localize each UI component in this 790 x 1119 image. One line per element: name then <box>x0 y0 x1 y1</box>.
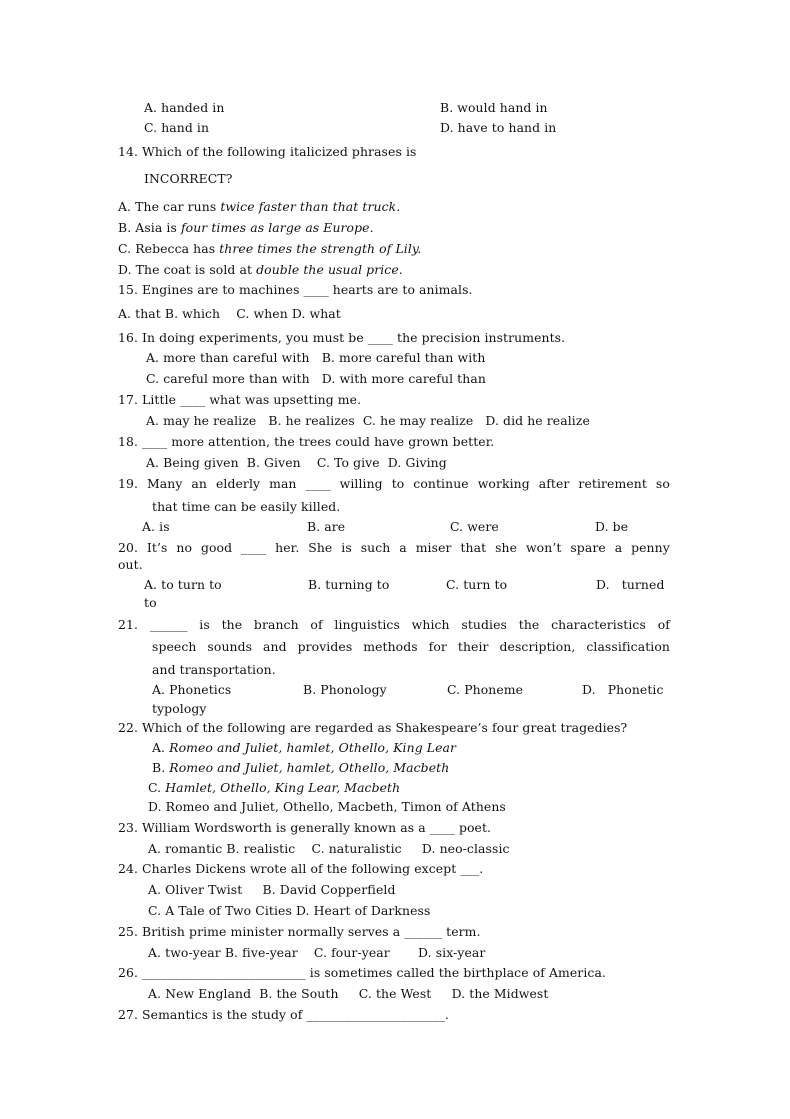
q20-option-b: B. turning to <box>308 577 390 592</box>
q21-option-c: C. Phoneme <box>447 682 524 697</box>
q20-stem <box>118 540 670 555</box>
q13-option-a: A. handed in <box>144 100 225 115</box>
q19-option-a: A. is <box>142 519 170 534</box>
word: the <box>221 617 243 632</box>
q14-option-b-phrase: four times as large as Europe. <box>180 220 374 235</box>
q17-options: A. may he realize B. he realizes C. he may realize D. did he realize <box>146 413 590 428</box>
q14-option-a-phrase: twice faster than that truck. <box>220 199 401 214</box>
word: is <box>199 617 210 632</box>
q22-option-a-letter: A. <box>152 740 170 755</box>
word: working <box>477 476 530 491</box>
word: 20. <box>118 540 139 555</box>
q21-stem-end: and transportation. <box>152 662 276 677</box>
word: classification <box>586 639 670 654</box>
q21-option-d-cont: typology <box>152 701 207 716</box>
word: linguistics <box>334 617 400 632</box>
word: is <box>341 540 352 555</box>
q16-options-ab: A. more than careful with B. more careful than with <box>146 350 486 365</box>
word: won’t <box>525 540 562 555</box>
word: description, <box>499 639 576 654</box>
word: the <box>518 617 540 632</box>
word: penny <box>631 540 670 555</box>
q13-option-d: D. have to hand in <box>440 120 557 135</box>
q14-option-c <box>118 241 421 256</box>
word: no <box>176 540 193 555</box>
q21-option-b: B. Phonology <box>303 682 387 697</box>
word: ______ <box>149 617 188 632</box>
word: Many <box>146 476 183 491</box>
q18-stem: 18. ____ more attention, the trees could have grown better. <box>118 434 495 449</box>
q23-options: A. romantic B. realistic C. naturalistic D. neo-classic <box>148 841 510 856</box>
q14-option-c-text: C. Rebecca has <box>118 241 220 256</box>
q15-options: A. that B. which C. when D. what <box>118 306 341 321</box>
word: she <box>495 540 518 555</box>
q13-option-b: B. would hand in <box>440 100 548 115</box>
q22-option-b-letter: B. <box>152 760 170 775</box>
q20-option-a: A. to turn to <box>144 577 222 592</box>
word: willing <box>339 476 383 491</box>
word: for <box>428 639 447 654</box>
q22-option-b <box>152 760 449 775</box>
word: 21. <box>118 617 139 632</box>
q24-options-ab: A. Oliver Twist B. David Copperfield <box>148 882 396 897</box>
q22-option-b-text: Romeo and Juliet, hamlet, Othello, Macbeth <box>169 760 450 775</box>
q22-option-a <box>152 740 456 755</box>
word: good <box>200 540 233 555</box>
word: of <box>657 617 670 632</box>
q22-option-c-letter: C. <box>148 780 166 795</box>
q13-option-c: C. hand in <box>144 120 210 135</box>
q19-stem <box>118 476 670 491</box>
q22-option-a-text: Romeo and Juliet, hamlet, Othello, King Lear <box>169 740 457 755</box>
q19-option-d: D. be <box>595 519 629 534</box>
q14-option-a <box>118 199 400 214</box>
word: ____ <box>305 476 331 491</box>
word: branch <box>253 617 299 632</box>
q14-option-b <box>118 220 374 235</box>
q27-stem: 27. Semantics is the study of ______________________. <box>118 1007 449 1022</box>
word: after <box>538 476 570 491</box>
q17-stem: 17. Little ____ what was upsetting me. <box>118 392 362 407</box>
word: to <box>391 476 405 491</box>
q14-stem-cont: INCORRECT? <box>144 171 233 186</box>
q15-stem: 15. Engines are to machines ____ hearts are to animals. <box>118 282 473 297</box>
word: such <box>360 540 391 555</box>
word: ____ <box>241 540 267 555</box>
q24-options-cd: C. A Tale of Two Cities D. Heart of Darkness <box>148 903 431 918</box>
q19-option-c: C. were <box>450 519 499 534</box>
q21-stem <box>118 617 670 632</box>
word: retirement <box>578 476 647 491</box>
word: that <box>460 540 487 555</box>
word: miser <box>415 540 452 555</box>
word: man <box>269 476 297 491</box>
word: of <box>310 617 323 632</box>
word: methods <box>363 639 418 654</box>
q20-option-d-cont: to <box>144 595 157 610</box>
word: spare <box>570 540 606 555</box>
word: so <box>655 476 670 491</box>
q16-options-cd: C. careful more than with D. with more careful than <box>146 371 486 386</box>
q14-option-d-phrase: double the usual price. <box>256 262 403 277</box>
q26-stem: 26. __________________________ is sometimes called the birthplace of America. <box>118 965 606 980</box>
q14-option-d <box>118 262 403 277</box>
word: an <box>191 476 207 491</box>
word: her. <box>275 540 300 555</box>
q16-stem: 16. In doing experiments, you must be ____ the precision instruments. <box>118 330 566 345</box>
word: characteristics <box>551 617 646 632</box>
q14-stem: 14. Which of the following italicized phrases is <box>118 144 417 159</box>
word: provides <box>297 639 353 654</box>
q25-stem: 25. British prime minister normally serves a ______ term. <box>118 924 481 939</box>
q21-option-a: A. Phonetics <box>152 682 232 697</box>
q22-stem: 22. Which of the following are regarded as Shakespeare’s four great tragedies? <box>118 720 628 735</box>
q14-option-c-phrase: three times the strength of Lily. <box>219 241 422 256</box>
word: and <box>263 639 287 654</box>
word: a <box>399 540 407 555</box>
q19-option-b: B. are <box>307 519 346 534</box>
q23-stem: 23. William Wordsworth is generally known as a ____ poet. <box>118 820 492 835</box>
q22-option-d: D. Romeo and Juliet, Othello, Macbeth, Timon of Athens <box>148 799 506 814</box>
q20-option-c: C. turn to <box>446 577 508 592</box>
q18-options: A. Being given B. Given C. To give D. Giving <box>146 455 447 470</box>
q20-stem-cont: out. <box>118 557 143 572</box>
q20-option-d: D. turned <box>596 577 665 592</box>
word: continue <box>413 476 469 491</box>
q19-stem-cont: that time can be easily killed. <box>152 499 341 514</box>
q14-option-a-text: A. The car runs <box>118 199 221 214</box>
word: speech <box>152 639 197 654</box>
q22-option-c <box>148 780 400 795</box>
q21-stem-cont <box>152 639 670 654</box>
q25-options: A. two-year B. five-year C. four-year D. six-year <box>148 945 486 960</box>
q14-option-d-text: D. The coat is sold at <box>118 262 257 277</box>
word: elderly <box>215 476 261 491</box>
word: which <box>411 617 450 632</box>
q22-option-c-text: Hamlet, Othello, King Lear, Macbeth <box>165 780 401 795</box>
q14-option-b-text: B. Asia is <box>118 220 181 235</box>
word: studies <box>461 617 507 632</box>
word: their <box>457 639 489 654</box>
word: sounds <box>207 639 253 654</box>
q21-option-d: D. Phonetic <box>582 682 664 697</box>
q24-stem: 24. Charles Dickens wrote all of the following except ___. <box>118 861 484 876</box>
word: 19. <box>118 476 139 491</box>
word: It’s <box>146 540 168 555</box>
word: She <box>308 540 333 555</box>
word: a <box>614 540 623 555</box>
q26-options: A. New England B. the South C. the West D. the Midwest <box>148 986 549 1001</box>
